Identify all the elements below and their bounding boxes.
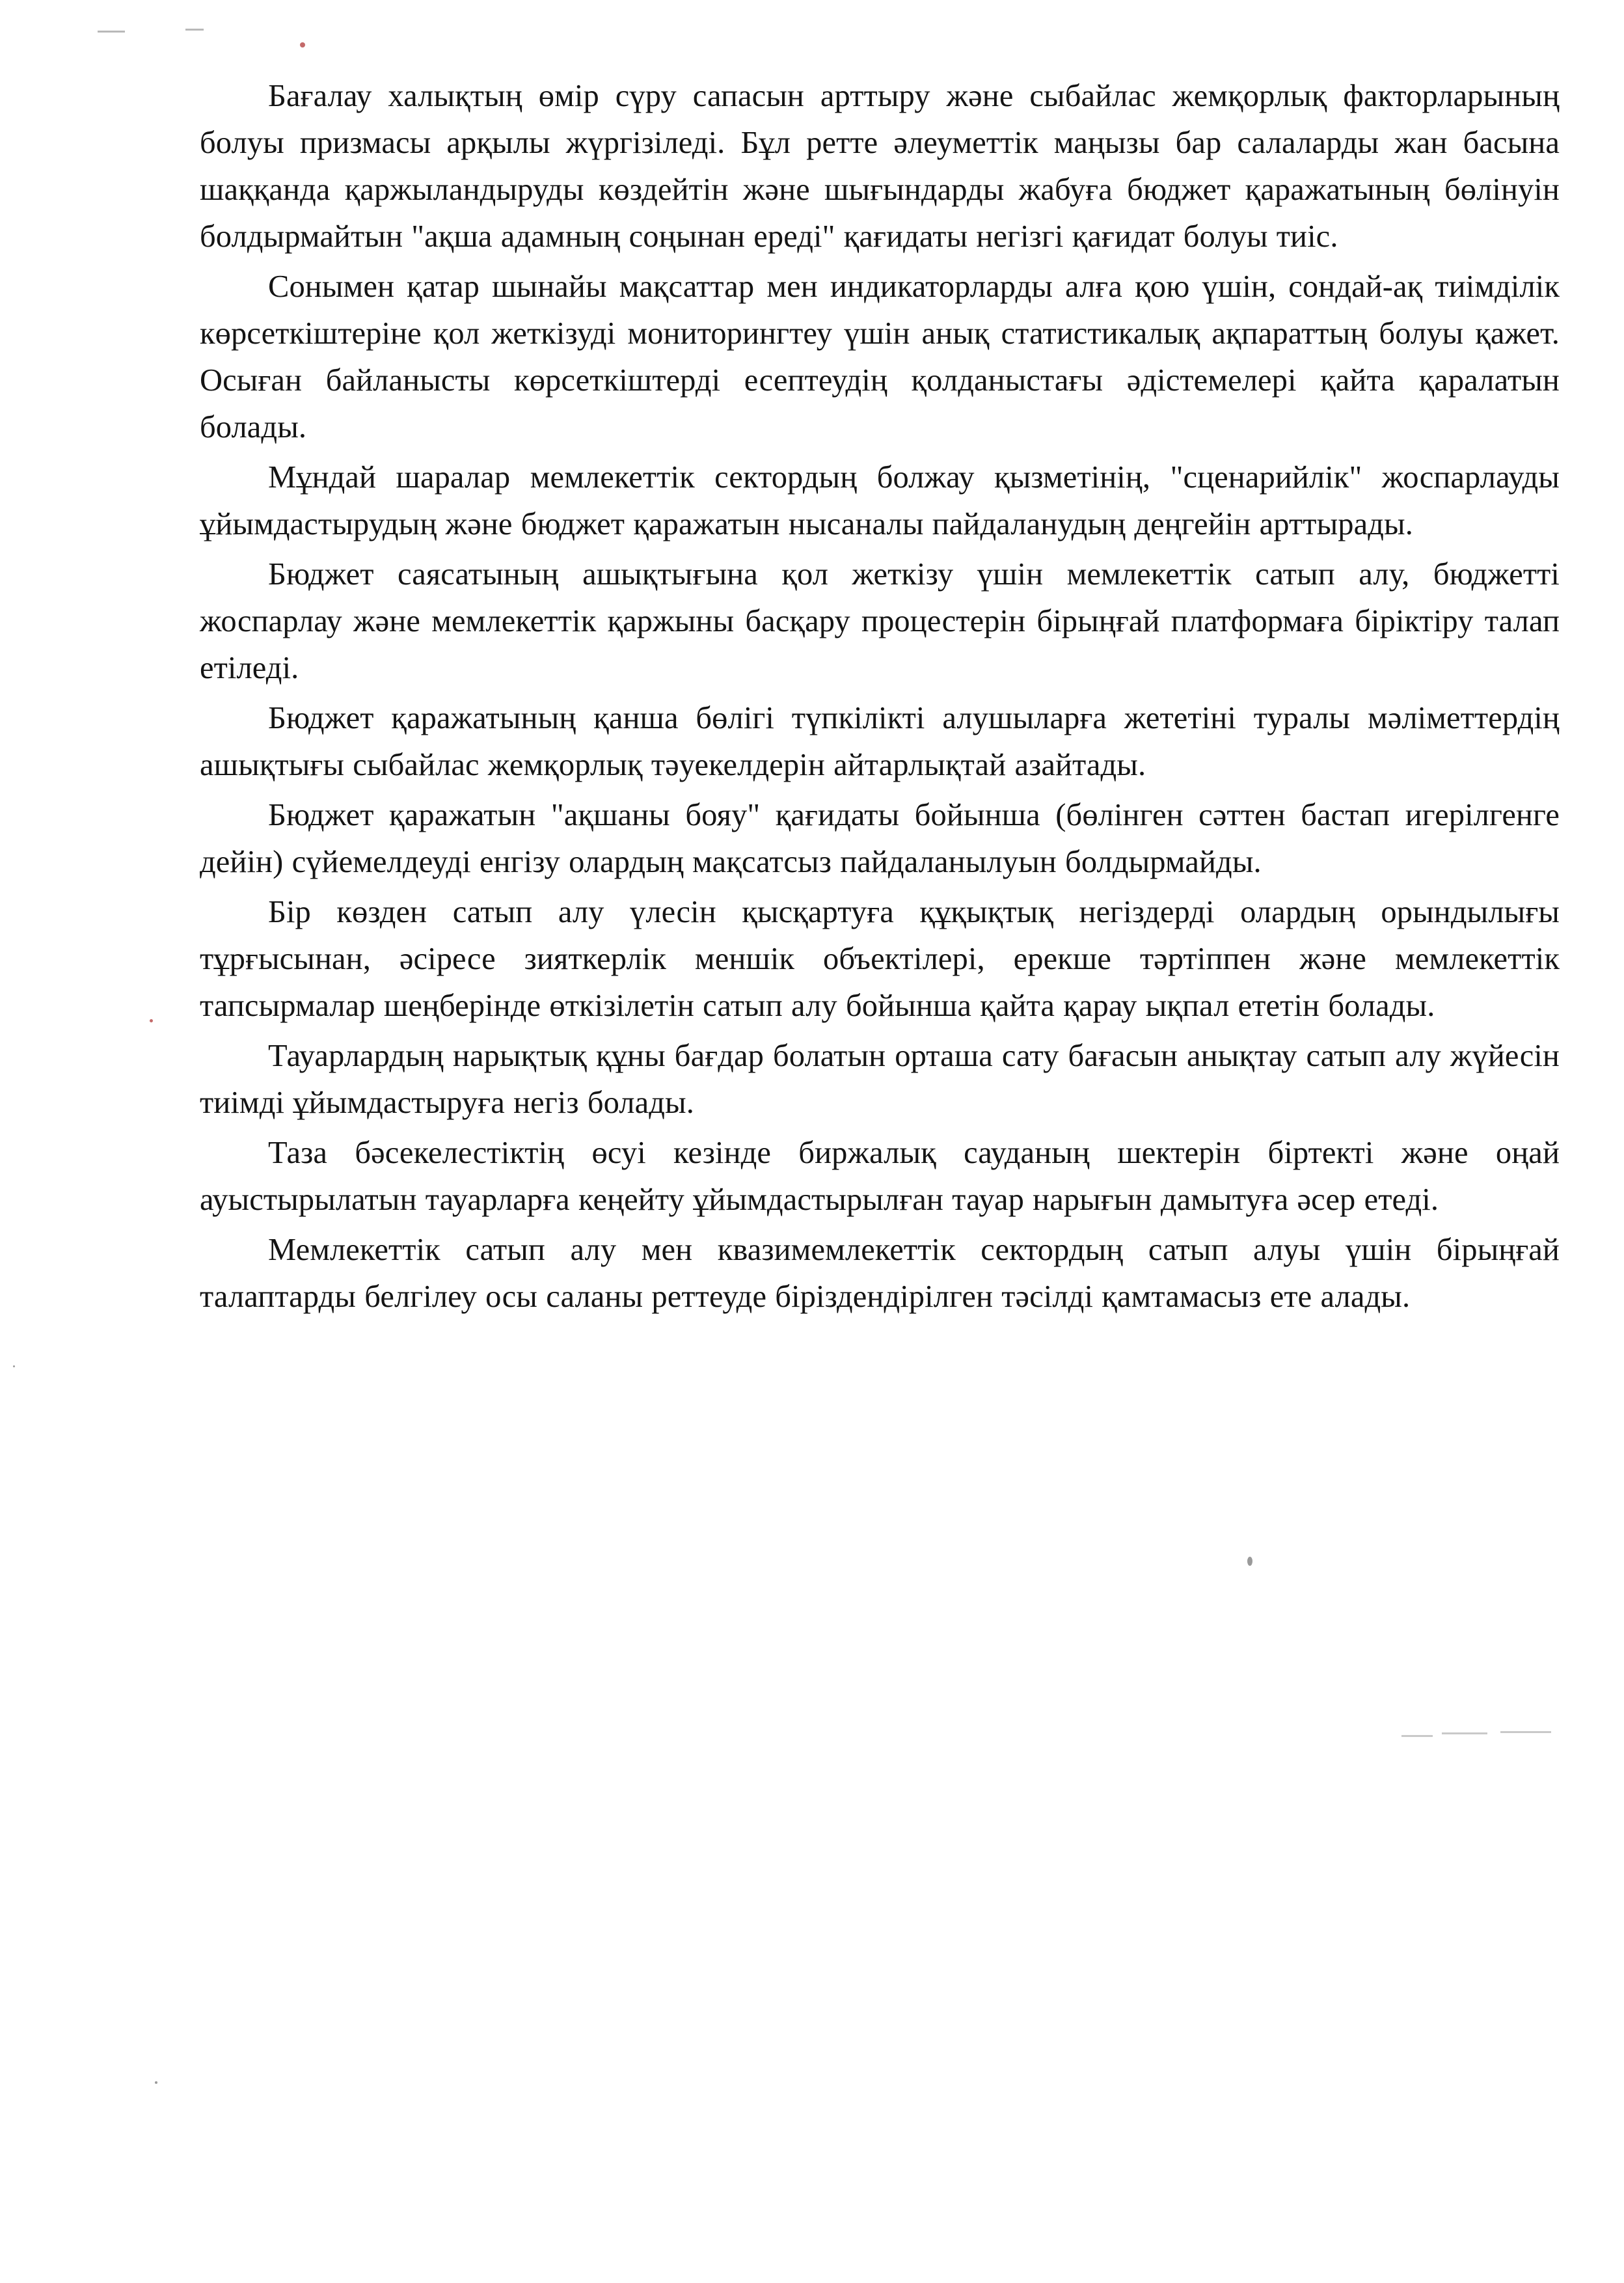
paragraph: Таза бәсекелестіктің өсуі кезінде биржалық сауданың шектерін біртекті және оңай ауыстырылатын тауарларға кеңейту ұйымдастырылған тауар нарығын дамытуға әсер етеді. [200,1136,1560,1217]
scan-speck [300,42,305,48]
paragraph: Бюджет қаражатының қанша бөлігі түпкілікті алушыларға жететіні туралы мәліметтердің ашықтығы сыбайлас жемқорлық тәуекелдерін айтарлықтай азайтады. [200,701,1560,782]
paragraph: Тауарлардың нарықтық құны бағдар болатын орташа сату бағасын анықтау сатып алу жүйесін тиімді ұйымдастыруға негіз болады. [200,1039,1560,1120]
scan-speck [13,1365,15,1367]
paragraph: Мемлекеттік сатып алу мен квазимемлекеттік сектордың сатып алуы үшін бірыңғай талаптарды белгілеу осы саланы реттеуде біріздендірілген тәсілді қамтамасыз ете алады. [200,1233,1560,1314]
scan-mark [1401,1735,1433,1737]
paragraph: Бюджет қаражатын "ақшаны бояу" қағидаты бойынша (бөлінген сәттен бастап игерілгенге дейін) сүйемелдеуді енгізу олардың мақсатсыз пайдаланылуын болдырмайды. [200,798,1560,879]
scan-speck [1247,1557,1252,1566]
scan-mark [185,29,204,31]
paragraph: Сонымен қатар шынайы мақсаттар мен индикаторларды алға қою үшін, сондай-ақ тиімділік көрсеткіштеріне қол жеткізуді мониторингтеу үшін анық статистикалық ақпараттың болуы қажет. Осыған байланысты көрсеткіштерді есептеудің қолданыстағы әдістемелері қайта қаралатын болады. [200,269,1560,444]
paragraph: Бағалау халықтың өмір сүру сапасын арттыру және сыбайлас жемқорлық факторларының болуы призмасы арқылы жүргізіледі. Бұл ретте әлеуметтік маңызы бар салаларды жан басына шаққанда қаржыландыруды көздейтін және шығындарды жабуға бюджет қаражатының бөлінуін болдырмайтын "ақша адамның соңынан ереді" қағидаты негізгі қағидат болуы тиіс. [200,79,1560,254]
paragraph: Бюджет саясатының ашықтығына қол жеткізу үшін мемлекеттік сатып алу, бюджетті жоспарлау және мемлекеттік қаржыны басқару процестерін бірыңғай платформаға біріктіру талап етіледі. [200,557,1560,685]
scan-mark [98,31,125,33]
scan-speck [155,2081,157,2084]
scan-mark [1442,1732,1487,1734]
paragraph: Мұндай шаралар мемлекеттік сектордың болжау қызметінің, "сценарийлік" жоспарлауды ұйымдастырудың және бюджет қаражатын нысаналы пайдаланудың деңгейін арттырады. [200,460,1560,541]
paragraph: Бір көзден сатып алу үлесін қысқартуға құқықтық негіздерді олардың орындылығы тұрғысынан, әсіресе зияткерлік меншік объектілері, ерекше тәртіппен және мемлекеттік тапсырмалар шеңберінде өткізілетін сатып алу бойынша қайта қарау ықпал ететін болады. [200,895,1560,1023]
scan-speck [150,1019,153,1022]
scan-mark [1500,1731,1551,1733]
document-body [200,73,1560,1320]
